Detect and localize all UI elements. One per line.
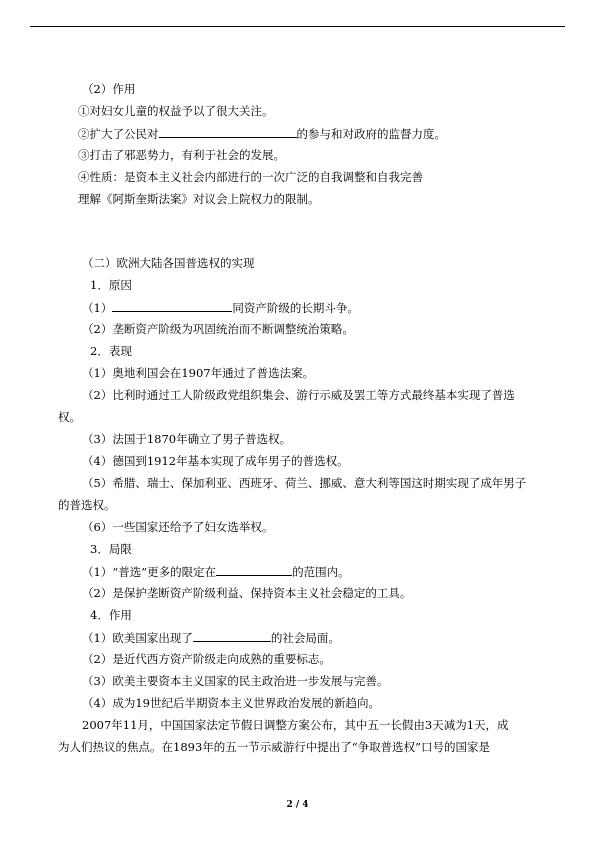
line-item-2 [78, 126, 578, 140]
line-manifest-5-cont: 的普选权。 [58, 498, 116, 512]
line-cause-1-text-a: （1） [82, 301, 113, 315]
subheading-cause: 1．原因 [90, 278, 132, 292]
line-effect-2: （2）是近代西方资产阶级走向成熟的重要标志。 [82, 652, 331, 666]
subheading-limitation: 3．局限 [90, 542, 132, 556]
line-manifest-2: （2）比利时通过工人阶级政党组织集会、游行示威及罢工等方式最终基本实现了普选 [82, 388, 515, 402]
question-paragraph-line-2: 为人们热议的焦点。在1893年的五一节示威游行中提出了“争取普选权”口号的国家是 [58, 740, 491, 754]
line-cause-1-text-b: 同资产阶级的长期斗争。 [232, 301, 359, 315]
line-effect-1-text-a: （1）欧美国家出现了 [82, 631, 193, 645]
line-cause-2: （2）垄断资产阶级为巩固统治而不断调整统治策略。 [82, 322, 354, 336]
fill-blank-2 [112, 300, 232, 312]
line-limit-1-text-a: （1）“普选”更多的限定在 [82, 565, 217, 579]
line-function-heading: （2）作用 [82, 82, 136, 96]
line-item-1: ①对妇女儿童的权益予以了很大关注。 [78, 104, 274, 118]
line-item-4: ④性质：是资本主义社会内部进行的一次广泛的自我调整和自我完善 [78, 170, 423, 184]
line-manifest-6: （6）一些国家还给予了妇女选举权。 [82, 520, 274, 534]
line-limit-1-text-b: 的范围内。 [292, 565, 350, 579]
fill-blank-4 [193, 630, 271, 642]
line-effect-4: （4）成为19世纪后半期资本主义世界政治发展的新趋向。 [82, 696, 380, 710]
line-understand: 理解《阿斯奎斯法案》对议会上院权力的限制。 [78, 192, 320, 206]
page-number: 2 / 4 [286, 800, 309, 810]
fill-blank-1 [159, 126, 297, 138]
question-paragraph-line-1: 2007年11月，中国国家法定节假日调整方案公布，其中五一长假由3天减为1天，成 [82, 718, 509, 732]
line-limit-2: （2）是保护垄断资产阶级利益、保持资本主义社会稳定的工具。 [82, 586, 412, 600]
line-effect-1-text-b: 的社会局面。 [270, 631, 340, 645]
line-limit-1 [82, 564, 582, 578]
line-item-2-text-a: ②扩大了公民对 [78, 127, 159, 141]
subheading-manifestation: 2．表现 [90, 344, 132, 358]
header-rule [30, 26, 565, 27]
section-heading: （二）欧洲大陆各国普选权的实现 [82, 256, 255, 270]
line-manifest-1: （1）奥地利国会在1907年通过了普选法案。 [82, 366, 315, 380]
line-manifest-2-cont: 权。 [58, 410, 81, 424]
line-manifest-3: （3）法国于1870年确立了男子普选权。 [82, 432, 292, 446]
line-effect-3: （3）欧美主要资本主义国家的民主政治进一步发展与完善。 [82, 674, 389, 688]
fill-blank-3 [216, 564, 292, 576]
line-manifest-4: （4）德国到1912年基本实现了成年男子的普选权。 [82, 454, 349, 468]
line-cause-1 [82, 300, 582, 314]
line-item-2-text-b: 的参与和对政府的监督力度。 [296, 127, 446, 141]
line-effect-1 [82, 630, 582, 644]
line-item-3: ③打击了邪恶势力，有利于社会的发展。 [78, 148, 285, 162]
subheading-effect: 4．作用 [90, 608, 132, 622]
line-manifest-5: （5）希腊、瑞士、保加利亚、西班牙、荷兰、挪威、意大利等国这时期实现了成年男子 [82, 476, 527, 490]
